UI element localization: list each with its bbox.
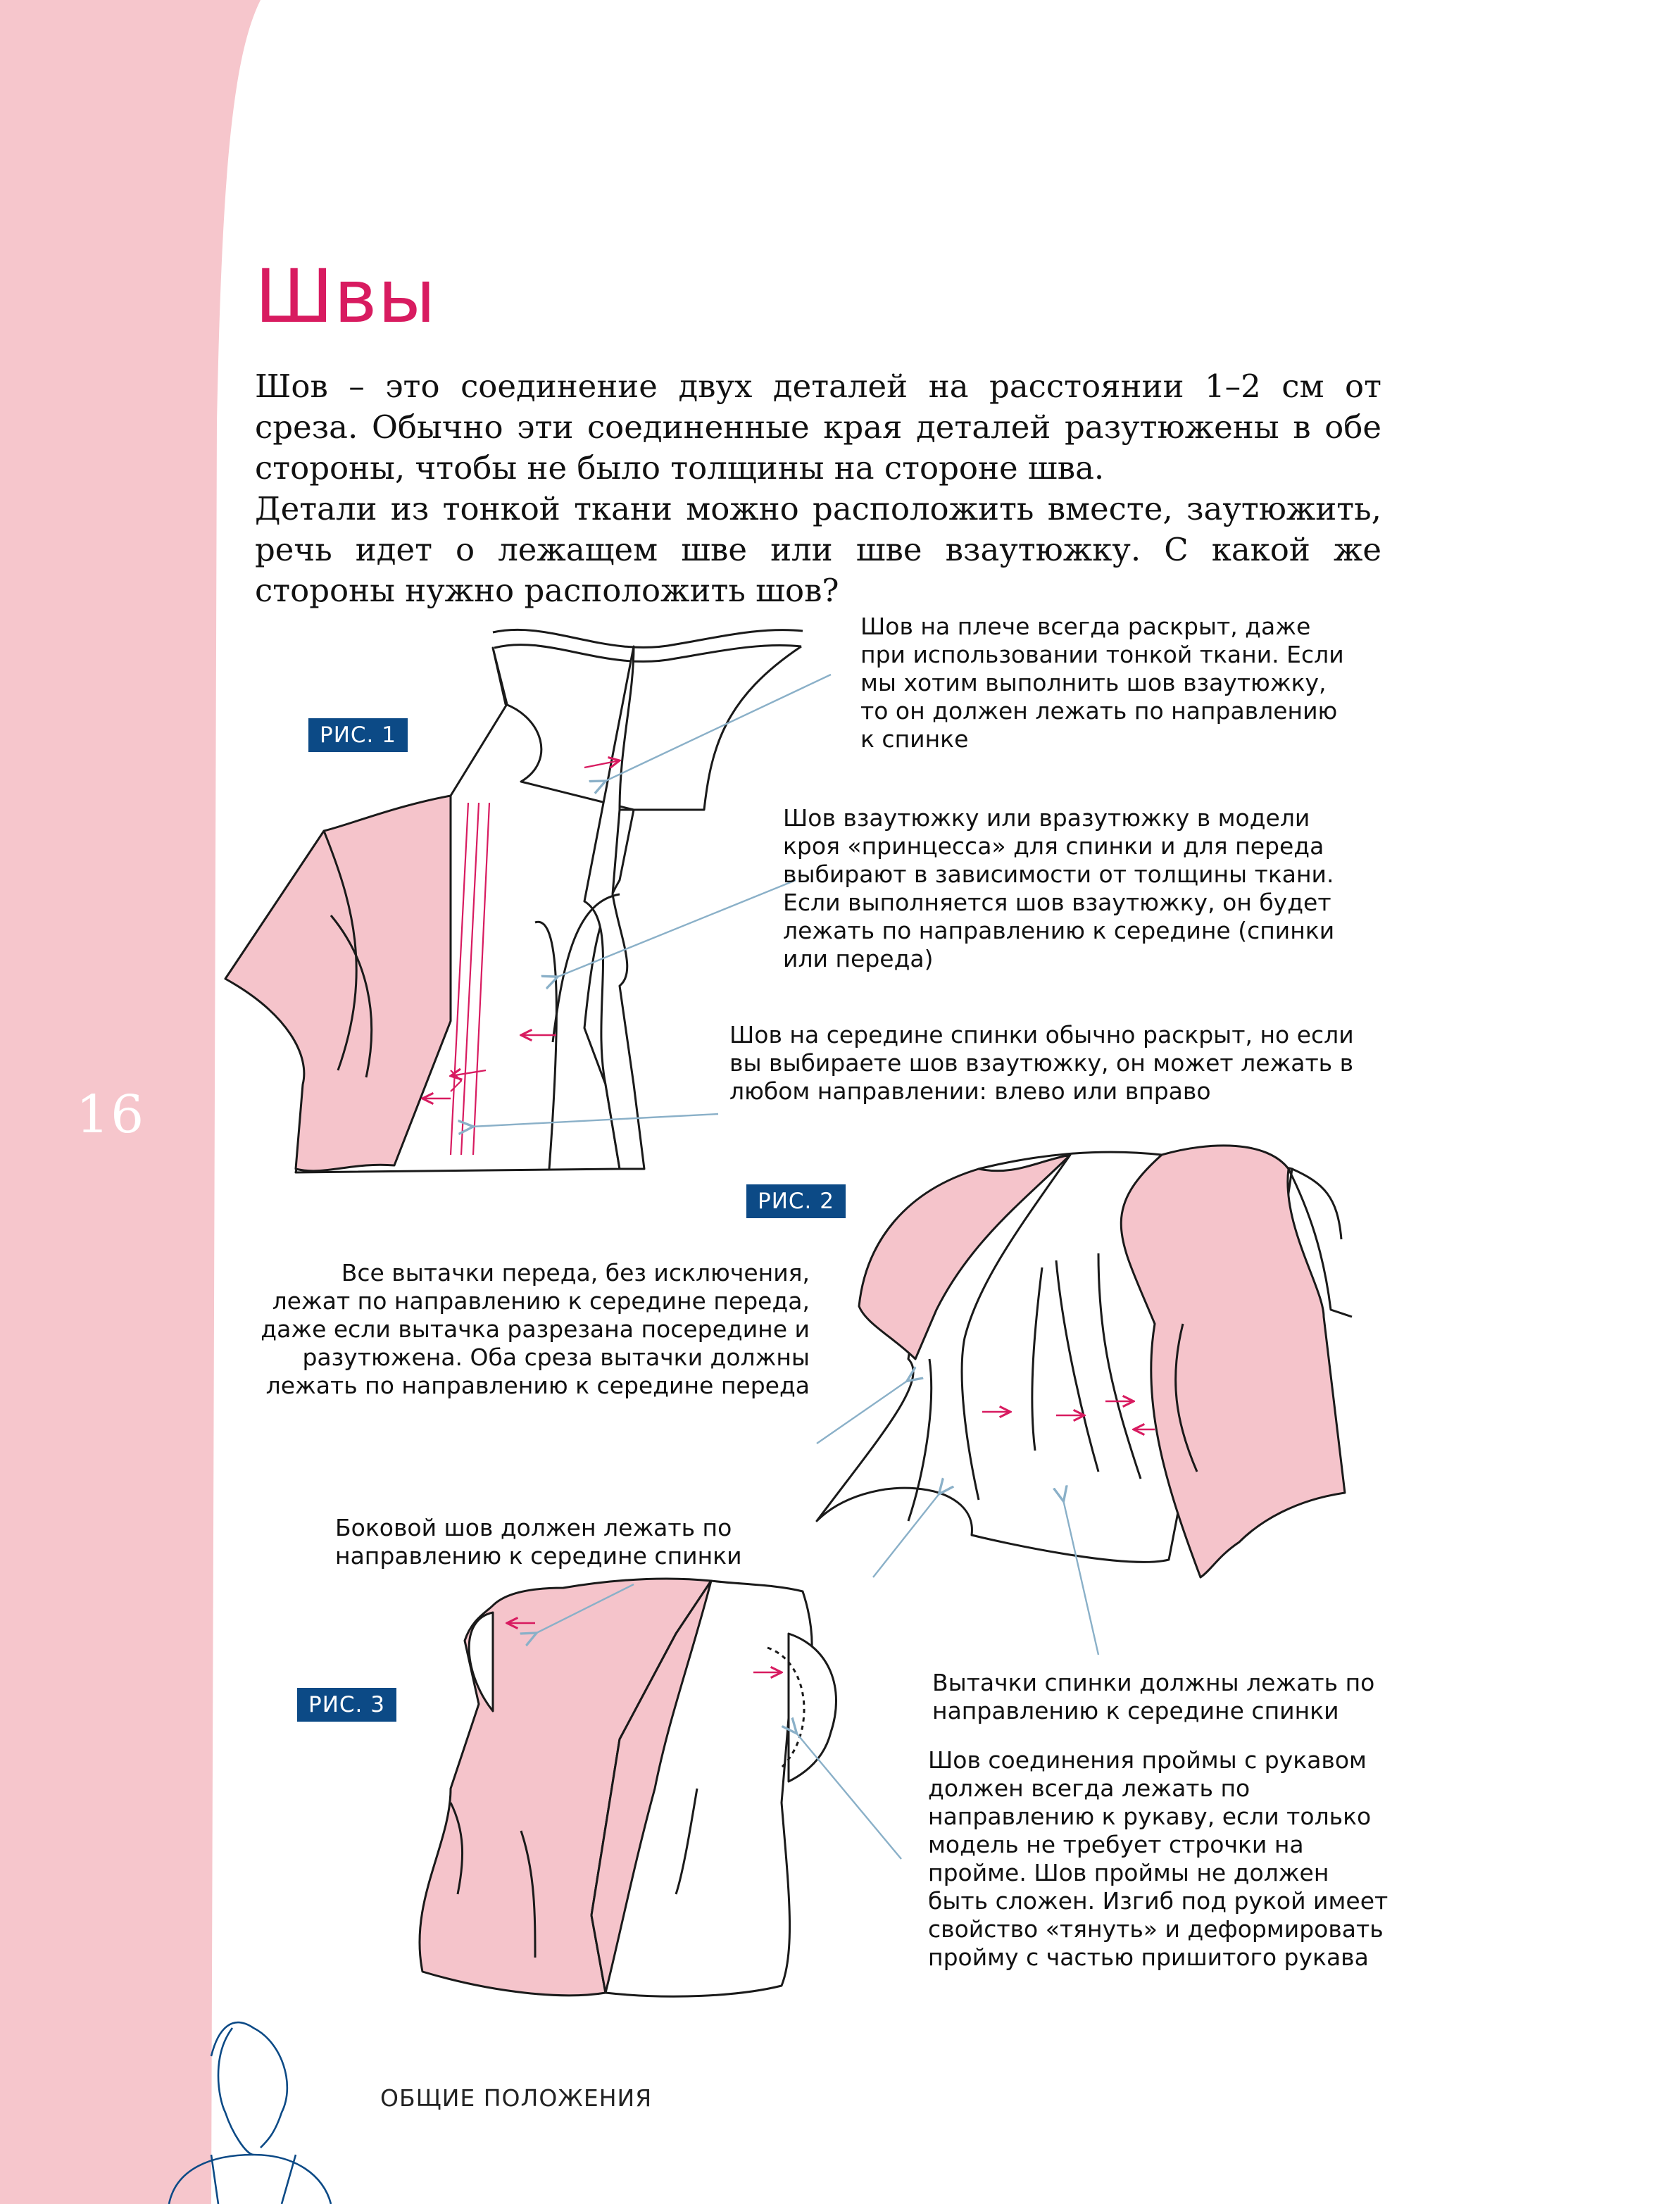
page-number: 16 — [76, 1084, 146, 1145]
figure-1-label: РИС. 1 — [308, 718, 408, 752]
page-title: Швы — [255, 253, 437, 339]
figure-3-drawing — [420, 1579, 836, 1996]
intro-paragraph-2: Детали из тонкой ткани можно расположить вместе, заутюжить, речь идет о лежащем шве или шве взаутюжку. С какой же стороны нужно расположить шов? — [255, 490, 1381, 609]
note-princess-seam: Шов взаутюжку или вразутюжку в модели кроя «принцесса» для спинки и для переда выбирают в зависимости от толщины ткани. Если выполняется шов взаутюжку, он будет лежать по направлению к середине (спинки или переда) — [783, 804, 1335, 972]
figure-3-label: РИС. 3 — [297, 1688, 396, 1722]
note-front-darts: Все вытачки переда, без исключения, лежат по направлению к середине переда, даже если вытачка разрезана посередине и разутюжена. Оба среза вытачки должны лежать по направлению к середине переда — [261, 1259, 810, 1399]
note-side-seam: Боковой шов должен лежать по направлению к середине спинки — [335, 1514, 742, 1570]
note-shoulder-seam: Шов на плече всегда раскрыт, даже при использовании тонкой ткани. Если мы хотим выполнить шов взаутюжку, то он должен лежать по направлению к спинке — [860, 613, 1344, 753]
woman-sketch-icon — [169, 2022, 331, 2204]
figure-2-drawing — [817, 1146, 1352, 1577]
figure-1-drawing — [225, 630, 803, 1172]
note-center-back-seam: Шов на середине спинки обычно раскрыт, но если вы выбираете шов взаутюжку, он может лежать в любом направлении: влево или вправо — [729, 1021, 1354, 1105]
footer-section-title: ОБЩИЕ ПОЛОЖЕНИЯ — [380, 2084, 653, 2112]
figure-2-label: РИС. 2 — [746, 1184, 846, 1218]
note-armhole-seam: Шов соединения проймы с рукавом должен всегда лежать по направлению к рукаву, если только модель не требует строчки на пройме. Шов проймы не должен быть сложен. Изгиб под рукой имеет свойство «тянуть» и деформировать пройму с частью пришитого рукава — [928, 1746, 1388, 1971]
note-back-darts: Вытачки спинки должны лежать по направлению к середине спинки — [932, 1669, 1375, 1724]
intro-paragraph-1: Шов – это соединение двух деталей на расстоянии 1–2 см от среза. Обычно эти соединенные края деталей разутюжены в обе стороны, чтобы не было толщины на стороне шва. — [255, 368, 1381, 487]
